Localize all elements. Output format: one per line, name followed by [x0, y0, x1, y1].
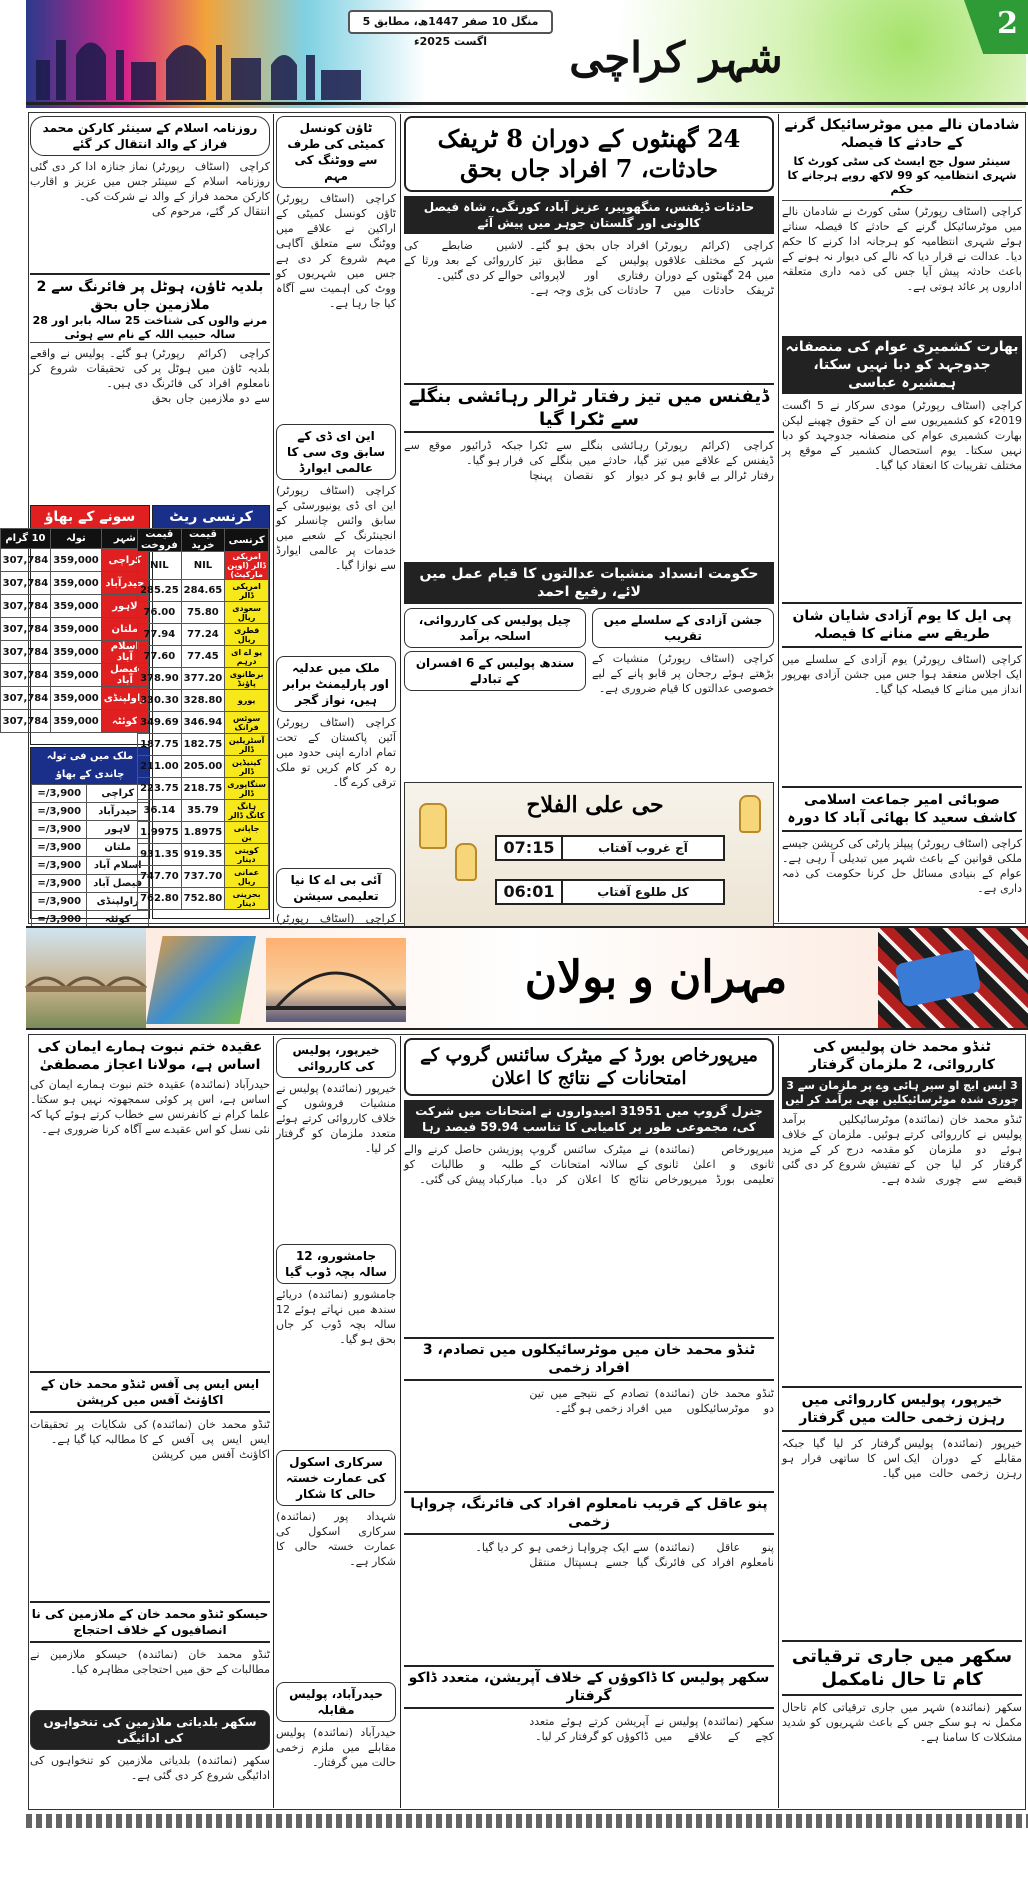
rate-cell: 3,900/= [32, 911, 87, 929]
headline: ٹنڈو محمد خان پولیس کی کارروائی، 2 ملزمان گرفتار [808, 1039, 996, 1073]
article-body: سکھر (نمائندہ) پولیس نے کچے کے علاقے میں آپریشن کرتے ہوئے متعدد ڈاکوؤں کو گرفتار کر لیا۔ [529, 1715, 774, 1743]
table-row [32, 803, 149, 821]
article-body: سکھر (نمائندہ) شہر میں جاری ترقیاتی کام تاحال مکمل نہ ہو سکے جس کے باعث شہریوں کو شدید مشکلات کا سامنا ہے۔ [782, 1701, 1022, 1744]
section-title: شہر کراچی [569, 33, 783, 82]
bottom-col-center [404, 1038, 774, 1806]
column-divider [273, 1036, 274, 1808]
rate-cell: 3,900/= [32, 875, 87, 893]
rate-cell: 218.75 [181, 778, 225, 800]
table-row [138, 734, 269, 756]
table-row [0, 572, 148, 595]
table-header: کرنسی [225, 529, 269, 552]
rate-cell: 359,000 [51, 687, 102, 710]
rate-cell: 359,000 [51, 664, 102, 687]
lead-subheadline: جنرل گروپ میں 31951 امیدواروں نے امتحانات میں شرکت کی، مجموعی طور پر کامیابی کا تناسب 59.94 فیصد رہا [404, 1100, 774, 1138]
table-header: تولہ [51, 529, 102, 549]
article-body: کراچی (اسٹاف رپورٹر) روزنامہ اسلام کے سینئر کارکن محمد فراز کے والد انتقال کر گئے، مرحوم کی نماز جنازہ ادا کر دی گئی جس میں عزیز و اقارب نے شرکت کی۔ [30, 160, 270, 218]
headline: عقیدہ ختم نبوت ہمارے ایمان کی اساس ہے، مولانا اعجاز مصطفیٰ [37, 1039, 263, 1073]
currency-name-cell: یورو [225, 690, 269, 712]
headline: ملک میں عدلیہ اور پارلیمنٹ برابر ہیں، نواز گجر [276, 656, 396, 712]
article-body: میرپورخاص (نمائندہ) ثانوی و اعلیٰ ثانوی تعلیمی بورڈ میرپورخاص نے میٹرک سائنس گروپ کے سالانہ امتحانات کے نتائج کا اعلان کر دیا۔ پوزیشن حاصل کرنے والے طلبہ و طالبات کو مبارکباد پیش کی گئی۔ [404, 1143, 774, 1186]
sunrise-label: کل طلوع آفتاب [597, 885, 689, 899]
rate-cell: 307,784 [0, 572, 51, 595]
table-row [138, 668, 269, 690]
column-divider [400, 114, 401, 922]
article-body: ٹنڈو محمد خان (نمائندہ) حیسکو ملازمین نے مطالبات کے حق میں احتجاجی مظاہرہ کیا۔ [30, 1648, 270, 1676]
rate-cell: NIL [138, 552, 182, 580]
rate-cell: 307,784 [0, 549, 51, 572]
city-cell: ملتان [101, 618, 148, 641]
table-header: قیمت خرید [181, 529, 225, 552]
article-body: ٹنڈو محمد خان (نمائندہ) ایس ایس پی آفس کے اکاؤنٹ آفس میں کرپشن کی شکایات پر تحقیقات کا مطالبہ کیا گیا ہے۔ [30, 1418, 270, 1461]
rate-cell: 3,900/= [32, 857, 87, 875]
headline: حیدرآباد، پولیس مقابلہ [276, 1682, 396, 1722]
rate-cell: 919.35 [181, 844, 225, 866]
city-cell: فیصل آباد [87, 875, 149, 893]
table-row [32, 821, 149, 839]
table-row [138, 800, 269, 822]
gold-rates-title: سونے کے بھاؤ [31, 506, 149, 528]
rate-cell: 76.00 [138, 602, 182, 624]
rate-cell: 77.24 [181, 624, 225, 646]
headline: سرکاری اسکول کی عمارت خستہ حالی کا شکار [276, 1450, 396, 1506]
rate-cell: 285.25 [138, 580, 182, 602]
rate-cell: 378.90 [138, 668, 182, 690]
mini-news-col [404, 608, 586, 778]
rate-cell: 346.94 [181, 712, 225, 734]
rate-cell: 3,900/= [32, 785, 87, 803]
table-row [138, 888, 269, 910]
city-cell: لاہور [87, 821, 149, 839]
bridge-photo [26, 928, 146, 1028]
column-divider [778, 1036, 779, 1808]
heritage-photo [146, 936, 256, 1024]
rate-cell: 36.14 [138, 800, 182, 822]
headline: ٹاؤن کونسل کمیٹی کی طرف سے ووٹنگ کی مہم [276, 116, 396, 188]
city-cell: حیدرآباد [101, 572, 148, 595]
lead-headline: 24 گھنٹوں کے دوران 8 ٹریفک حادثات، 7 افراد جاں بحق [404, 116, 774, 192]
arch-bridge-photo [266, 938, 406, 1022]
article-body: سکھر (نمائندہ) بلدیاتی ملازمین کو تنخواہوں کی ادائیگی شروع کر دی گئی ہے۔ [30, 1754, 270, 1782]
city-cell: راولپنڈی [87, 893, 149, 911]
rate-cell: 328.80 [181, 690, 225, 712]
table-row [138, 866, 269, 888]
headline: این ای ڈی کے سابق وی سی کا عالمی ایوارڈ [276, 424, 396, 480]
rate-cell: 35.79 [181, 800, 225, 822]
headline: بلدیہ ٹاؤن، ہوٹل پر فائرنگ سے 2 ملازمین جاں بحق [30, 273, 270, 314]
table-row [138, 778, 269, 800]
currency-rates-panel [140, 505, 270, 919]
mini-news-col [592, 608, 774, 778]
article-body: جامشورو (نمائندہ) دریائے سندھ میں نہاتے ہوئے 12 سالہ بچہ ڈوب کر جاں بحق ہو گیا۔ [276, 1288, 396, 1346]
date-line [348, 10, 553, 48]
bottom-col-left [30, 1038, 270, 1806]
sindhi-ajrak-art [878, 928, 1028, 1028]
rate-cell: 223.75 [138, 778, 182, 800]
article-body: خیرپور (نمائندہ) پولیس نے منشیات فروشوں کے خلاف کارروائی کرتے ہوئے متعدد ملزمان کو گرفتار کر لیا۔ [276, 1082, 396, 1155]
headline: خیرپور، پولیس کارروائی میں رہزن زخمی حالت میں گرفتار [782, 1386, 1022, 1432]
top-col-center [404, 116, 774, 921]
subheadline: سینئر سول جج ایسٹ کی سٹی کورٹ کا شہری انتظامیہ کو 99 لاکھ روپے ہرجانے کا حکم [782, 155, 1022, 201]
city-cell: اسلام آباد [87, 857, 149, 875]
mini-headline: سندھ پولیس کے 6 افسران کے تبادلے [404, 651, 586, 691]
rate-cell: 307,784 [0, 595, 51, 618]
headline: سکھر پولیس کا ڈاکوؤں کے خلاف آپریشن، متعدد ڈاکو گرفتار [404, 1665, 774, 1709]
table-row [0, 549, 148, 572]
table-row [32, 839, 149, 857]
maghrib-label: آج غروب آفتاب [598, 841, 688, 855]
rate-cell: 307,784 [0, 618, 51, 641]
headline: جامشورو، 12 سالہ بچہ ڈوب گیا [276, 1244, 396, 1284]
city-cell: حیدرآباد [87, 803, 149, 821]
article-body: ٹنڈو محمد خان (نمائندہ) پولیس نے کارروائی کرتے ہوئے دو ملزمان کو گرفتار کر لیا جن کے قبضے سے چوری شدہ موٹرسائیکلیں برآمد ہوئیں۔ ملزمان کے خلاف مقدمہ درج کر کے مزید تفتیش شروع کر دی گئی ہے۔ [782, 1113, 1022, 1186]
column-divider [400, 1036, 401, 1808]
notice-title: روزنامہ اسلام کے سینئر کارکن محمد فراز کے والد انتقال کر گئے [30, 116, 270, 156]
headline: خیرپور، پولیس کی کارروائی [276, 1038, 396, 1078]
table-row [138, 844, 269, 866]
masthead-rule [26, 102, 1028, 105]
table-header: 10 گرام [0, 529, 51, 549]
currency-rates-title: کرنسی ریٹ [153, 506, 269, 528]
table-row [32, 857, 149, 875]
bottom-col-right [782, 1038, 1022, 1806]
article-body: ٹنڈو محمد خان (نمائندہ) دو موٹرسائیکلوں میں تصادم کے نتیجے میں تین افراد زخمی ہو گئے۔ [529, 1387, 774, 1415]
rate-cell: 3,900/= [32, 821, 87, 839]
article-body: حیدرآباد (نمائندہ) عقیدہ ختم نبوت ہمارے ایمان کی اساس ہے، اس پر کوئی سمجھوتہ نہیں ہو سکتا۔ علما کرام نے کانفرنس سے خطاب کرتے ہوئے کہا کہ نئی نسل کو اس عقیدے سے آگاہ کرنا ضروری ہے۔ [30, 1078, 270, 1136]
currency-name-cell: قطری ریال [225, 624, 269, 646]
headline: پنو عاقل کے قریب نامعلوم افراد کی فائرنگ، چرواہا زخمی [404, 1491, 774, 1535]
city-cell: اسلام آباد [101, 641, 148, 664]
table-row [32, 875, 149, 893]
prayer-times-box [404, 782, 774, 932]
date-text: منگل 10 صفر 1447ھ، مطابق 5 اگست 2025ء [362, 15, 539, 48]
currency-name-cell: سوئس فرانک [225, 712, 269, 734]
rate-cell: 3,900/= [32, 839, 87, 857]
masthead [26, 0, 1028, 108]
rate-cell: 359,000 [51, 710, 102, 733]
rate-cell: 377.20 [181, 668, 225, 690]
table-row [138, 690, 269, 712]
rate-cell: 77.94 [138, 624, 182, 646]
article-body: پنو عاقل (نمائندہ) نامعلوم افراد کی فائرنگ سے ایک چرواہا زخمی ہو گیا جسے ہسپتال منتقل کر دیا گیا۔ [475, 1541, 774, 1569]
headline: آئی بی اے کا نیا تعلیمی سیشن [276, 868, 396, 908]
rate-cell: 931.35 [138, 844, 182, 866]
rate-cell: NIL [181, 552, 225, 580]
table-header: قیمت فروخت [138, 529, 182, 552]
article-body: کراچی (اسٹاف رپورٹر) [276, 912, 396, 925]
top-col-left [30, 116, 270, 501]
rate-cell: 359,000 [51, 572, 102, 595]
headline: ڈیفنس میں تیز رفتار ٹرالر رہائشی بنگلے سے ٹکرا گیا [404, 383, 774, 433]
currency-name-cell: سعودی ریال [225, 602, 269, 624]
rate-cell: 359,000 [51, 549, 102, 572]
mini-headline: جشن آزادی کے سلسلے میں تقریب [592, 608, 774, 648]
article-body: کراچی (اسٹاف رپورٹر) آئین پاکستان کے تحت تمام ادارے اپنی حدود میں رہ کر کام کریں تو ملک ترقی کرے گا۔ [276, 716, 396, 789]
rate-cell: 1.9975 [138, 822, 182, 844]
maghrib-time: 07:15 [497, 837, 563, 859]
currency-name-cell: برطانوی پاؤنڈ [225, 668, 269, 690]
table-row [0, 595, 148, 618]
rate-cell: 211.00 [138, 756, 182, 778]
sunrise-time: 06:01 [497, 881, 563, 903]
rate-cell: 182.75 [181, 734, 225, 756]
city-cell: کوئٹہ [101, 710, 148, 733]
rate-cell: 77.60 [138, 646, 182, 668]
article-body: کراچی (اسٹاف رپورٹر) ٹاؤن کونسل کمیٹی کے اراکین نے علاقے میں ووٹنگ سے متعلق آگاہی مہم شروع کر دی ہے جس میں شہریوں کو ووٹ کی اہمیت سے آگاہ کیا جا رہا ہے۔ [276, 192, 396, 310]
article-body: کراچی (اسٹاف رپورٹر) این ای ڈی یونیورسٹی کے سابق وائس چانسلر کو انجینئرنگ کے شعبے میں خدمات پر عالمی ایوارڈ سے نوازا گیا۔ [276, 484, 396, 572]
currency-name-cell: ہانگ کانگ ڈالر [225, 800, 269, 822]
headline: حکومت انسداد منشیات عدالتوں کا قیام عمل میں لائے، رفیع احمد [404, 562, 774, 604]
table-row [138, 646, 269, 668]
bottom-col-third [276, 1038, 396, 1806]
column-divider [778, 114, 779, 922]
band-title: مہران و بولان [524, 952, 788, 1003]
currency-name-cell: جاپانی ین [225, 822, 269, 844]
table-row [32, 785, 149, 803]
rate-cell: 1.8975 [181, 822, 225, 844]
currency-name-cell: کینیڈین ڈالر [225, 756, 269, 778]
rate-cell: 762.80 [138, 888, 182, 910]
rate-cell: 752.80 [181, 888, 225, 910]
silver-rates-table [31, 784, 149, 929]
table-header: شہر [101, 529, 148, 549]
article-body: کراچی (اسٹاف رپورٹر) منشیات کے بڑھتے ہوئے رجحان پر قابو پانے کے لیے خصوصی عدالتوں کا قیام ضروری ہے۔ [592, 652, 774, 695]
subheadline: 3 ایس ایچ او سپر ہائی وے پر ملزمان سے 3 چوری شدہ موٹرسائیکلیں بھی برآمد کر لیں [782, 1077, 1022, 1109]
currency-name-cell: کویتی دینار [225, 844, 269, 866]
currency-name-cell: بحرینی دینار [225, 888, 269, 910]
rate-cell: 3,900/= [32, 893, 87, 911]
article-body: شہداد پور (نمائندہ) سرکاری اسکول کی عمارت خستہ حالی کا شکار ہے۔ [276, 1510, 396, 1568]
table-row [138, 602, 269, 624]
currency-name-cell: عمانی ریال [225, 866, 269, 888]
headline: حیسکو ٹنڈو محمد خان کے ملازمین کی نا انصافیوں کے خلاف احتجاج [30, 1601, 270, 1643]
article-body: کراچی (کرائم رپورٹر) شہر کے مختلف علاقوں میں 24 گھنٹوں کے دوران ٹریفک حادثات میں 7 افراد جاں بحق ہو گئے۔ پولیس کے مطابق تیز رفتاری اور لاپروائی حادثات کی بڑی وجہ ہے۔ لاشیں ضابطے کی کارروائی کے بعد ورثا کے حوالے کر دی گئیں۔ [404, 239, 774, 297]
sunrise-row [495, 879, 725, 905]
article-body: حیدرآباد (نمائندہ) پولیس مقابلے میں ملزم زخمی حالت میں گرفتار۔ [276, 1726, 396, 1769]
table-row [138, 712, 269, 734]
table-row [138, 624, 269, 646]
rate-cell: 330.30 [138, 690, 182, 712]
footer-border [26, 1814, 1028, 1828]
mini-news-row [404, 608, 774, 778]
currency-name-cell: امریکی ڈالر (اوپن مارکیٹ) [225, 552, 269, 580]
rate-cell: 349.69 [138, 712, 182, 734]
currency-name-cell: امریکی ڈالر [225, 580, 269, 602]
rate-cell: 737.70 [181, 866, 225, 888]
rate-cell: 359,000 [51, 618, 102, 641]
lantern-icon [455, 843, 477, 881]
article-body: کراچی (اسٹاف رپورٹر) یوم آزادی کے سلسلے میں ایک اجلاس منعقد ہوا جس میں جشن آزادی بھرپور انداز میں منانے کا فیصلہ کیا گیا۔ [782, 653, 1022, 696]
rate-cell: 307,784 [0, 687, 51, 710]
silver-rates-panel [30, 747, 150, 925]
column-divider [273, 114, 274, 922]
rate-cell: 747.70 [138, 866, 182, 888]
mehran-bolan-band [26, 926, 1028, 1030]
article-body: کراچی (اسٹاف رپورٹر) سٹی کورٹ نے شادمان نالے میں موٹرسائیکل گرنے کے حادثے کا فیصلہ سناتے ہوئے شہری انتظامیہ کو ہرجانہ ادا کرنے کا حکم دیا۔ عدالت نے قرار دیا کہ نالے کی دیوار نہ ہونے کے باعث حادثہ پیش آیا جس کی ذمہ داری متعلقہ اداروں پر عائد ہوتی ہے۔ [782, 205, 1022, 293]
rate-cell: 75.80 [181, 602, 225, 624]
top-col-right [782, 116, 1022, 921]
lead-headline: میرپورخاص بورڈ کے میٹرک سائنس گروپ کے امتحانات کے نتائج کا اعلان [404, 1038, 774, 1096]
rate-cell: 77.45 [181, 646, 225, 668]
headline: پی ایل کا یوم آزادی شایان شان طریقے سے منانے کا فیصلہ [782, 602, 1022, 648]
currency-name-cell: آسٹریلین ڈالر [225, 734, 269, 756]
city-cell: کراچی [87, 785, 149, 803]
table-row [0, 641, 148, 664]
article-body: کراچی (اسٹاف رپورٹر) پیپلز پارٹی کی کرپشن جیسے ملکی قوانین کے باعث شہر میں تبدیلی آ رہی ہے۔ عوام کے بنیادی مسائل حل کرنا حکومت کی ذمہ داری ہے۔ [782, 837, 1022, 895]
city-cell: ملتان [87, 839, 149, 857]
rate-cell: 3,900/= [32, 803, 87, 821]
article-body: کراچی (کرائم رپورٹر) بلدیہ ٹاؤن میں ہوٹل پر نامعلوم افراد کی فائرنگ سے دو ملازمین جاں بحق ہو گئے۔ پولیس نے واقعے کی تحقیقات شروع کر دی ہیں۔ [30, 347, 270, 405]
article-body: کراچی (اسٹاف رپورٹر) مودی سرکار نے 5 اگست 2019ء کو کشمیریوں سے ان کے حقوق چھینے لیکن بھارت کشمیری عوام کی منصفانہ جدوجہد کو دبا نہیں سکتا۔ یوم استحصال کشمیر کے موقع پر مختلف تقریبات کا انعقاد کیا گیا۔ [782, 399, 1023, 472]
rate-cell: 307,784 [0, 664, 51, 687]
maghrib-row [495, 835, 725, 861]
prayer-title: حی علی الفلاح [526, 792, 664, 818]
rate-cell: 187.75 [138, 734, 182, 756]
headline: صوبائی امیر جماعت اسلامی کاشف سعید کا بھائی آباد کا دورہ [782, 786, 1022, 832]
city-cell: راولپنڈی [101, 687, 148, 710]
table-row [138, 756, 269, 778]
article-body: خیرپور (نمائندہ) پولیس مقابلے کے دوران ایک رہزن زخمی حالت میں گرفتار کر لیا گیا جبکہ اس کا ساتھی فرار ہو گیا۔ [782, 1437, 1022, 1480]
lead-subheadline: حادثات ڈیفنس، منگھوپیر، عزیز آباد، کورنگی، شاہ فیصل کالونی اور گلستان جوہر میں پیش آئے [404, 196, 774, 234]
table-row [0, 710, 148, 733]
lantern-icon [419, 803, 447, 849]
table-row [32, 893, 149, 911]
rate-cell: 307,784 [0, 641, 51, 664]
silver-rates-title: ملک میں فی تولہ چاندی کے بھاؤ [31, 748, 149, 784]
city-cell: لاہور [101, 595, 148, 618]
headline: سکھر بلدیاتی ملازمین کی تنخواہوں کی ادائیگی [30, 1710, 270, 1750]
rate-cell: 359,000 [51, 641, 102, 664]
table-row [138, 822, 269, 844]
table-row [138, 552, 269, 580]
headline: ٹنڈو محمد خان میں موٹرسائیکلوں میں تصادم، 3 افراد زخمی [404, 1337, 774, 1381]
currency-name-cell: یو اے ای درہم [225, 646, 269, 668]
article-body: کراچی (کرائم رپورٹر) ڈیفنس کے علاقے میں تیز رفتار ٹرالر بے قابو ہو کر رہائشی بنگلے سے ٹکرا گیا، حادثے میں بنگلے کی دیوار کو نقصان پہنچا جبکہ ڈرائیور موقع سے فرار ہو گیا۔ [404, 439, 774, 482]
top-col-third [276, 116, 396, 925]
headline: ایس ایس پی آفس ٹنڈو محمد خان کے اکاؤنٹ آفس میں کرپشن [30, 1371, 270, 1413]
headline: بھارت کشمیری عوام کی منصفانہ جدوجہد کو دبا نہیں سکتا، ہمشیرہ عباسی [782, 336, 1022, 394]
table-row [0, 618, 148, 641]
subheadline: مرنے والوں کی شناخت 25 سالہ بابر اور 28 سالہ حبیب اللہ کے نام سے ہوئی [30, 314, 270, 343]
table-row [0, 664, 148, 687]
currency-name-cell: سنگاپوری ڈالر [225, 778, 269, 800]
headline: سکھر میں جاری ترقیاتی کام تا حال نامکمل [782, 1640, 1022, 1696]
gold-rates-panel [2, 505, 150, 745]
headline: شادمان نالے میں موٹرسائیکل گرنے کے حادثے کا فیصلہ [784, 117, 1020, 151]
city-cell: کوئٹہ [87, 911, 149, 929]
blue-cap-icon [894, 948, 981, 1008]
city-cell: کراچی [101, 549, 148, 572]
mini-headline: چیل پولیس کی کارروائی، اسلحہ برآمد [404, 608, 586, 648]
table-row [138, 580, 269, 602]
lantern-icon [739, 795, 761, 833]
rate-cell: 359,000 [51, 595, 102, 618]
rate-cell: 307,784 [0, 710, 51, 733]
table-row [0, 687, 148, 710]
rate-cell: 205.00 [181, 756, 225, 778]
rate-cell: 284.65 [181, 580, 225, 602]
currency-rates-table [137, 528, 269, 910]
gold-rates-table [0, 528, 149, 733]
city-cell: فیصل آباد [101, 664, 148, 687]
page-number: 2 [997, 6, 1018, 41]
